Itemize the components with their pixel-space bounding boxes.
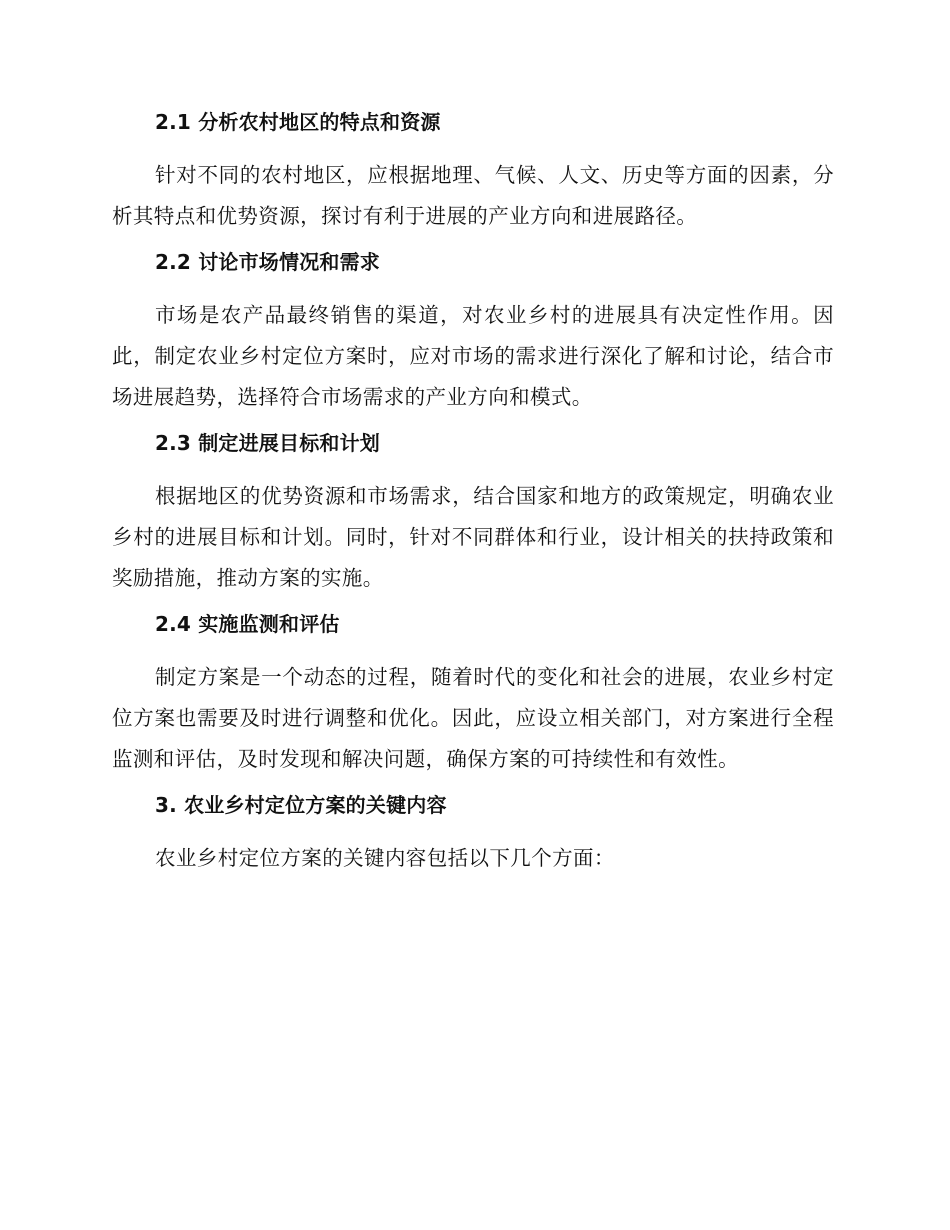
section-heading-3: 3. 农业乡村定位方案的关键内容	[155, 793, 447, 817]
document-body	[112, 108, 834, 890]
section-paragraph-3: 农业乡村定位方案的关键内容包括以下几个方面：	[155, 846, 615, 870]
section-heading-2-1: 2.1 分析农村地区的特点和资源	[155, 110, 441, 134]
section-paragraph-2-2: 市场是农产品最终销售的渠道，对农业乡村的进展具有决定性作用。因此，制定农业乡村定位方案时，应对市场的需求进行深化了解和讨论，结合市场进展趋势，选择符合市场需求的产业方向和模式。	[112, 303, 834, 409]
section-paragraph-2-1: 针对不同的农村地区，应根据地理、气候、人文、历史等方面的因素，分析其特点和优势资源，探讨有利于进展的产业方向和进展路径。	[112, 163, 834, 228]
section-heading-2-3: 2.3 制定进展目标和计划	[155, 431, 380, 455]
section-heading-2-2: 2.2 讨论市场情况和需求	[155, 250, 380, 274]
section-paragraph-2-3: 根据地区的优势资源和市场需求，结合国家和地方的政策规定，明确农业乡村的进展目标和计划。同时，针对不同群体和行业，设计相关的扶持政策和奖励措施，推动方案的实施。	[112, 484, 834, 590]
section-paragraph-2-4: 制定方案是一个动态的过程，随着时代的变化和社会的进展，农业乡村定位方案也需要及时进行调整和优化。因此，应设立相关部门，对方案进行全程监测和评估，及时发现和解决问题，确保方案的可持续性和有效性。	[112, 665, 834, 771]
section-heading-2-4: 2.4 实施监测和评估	[155, 612, 340, 636]
